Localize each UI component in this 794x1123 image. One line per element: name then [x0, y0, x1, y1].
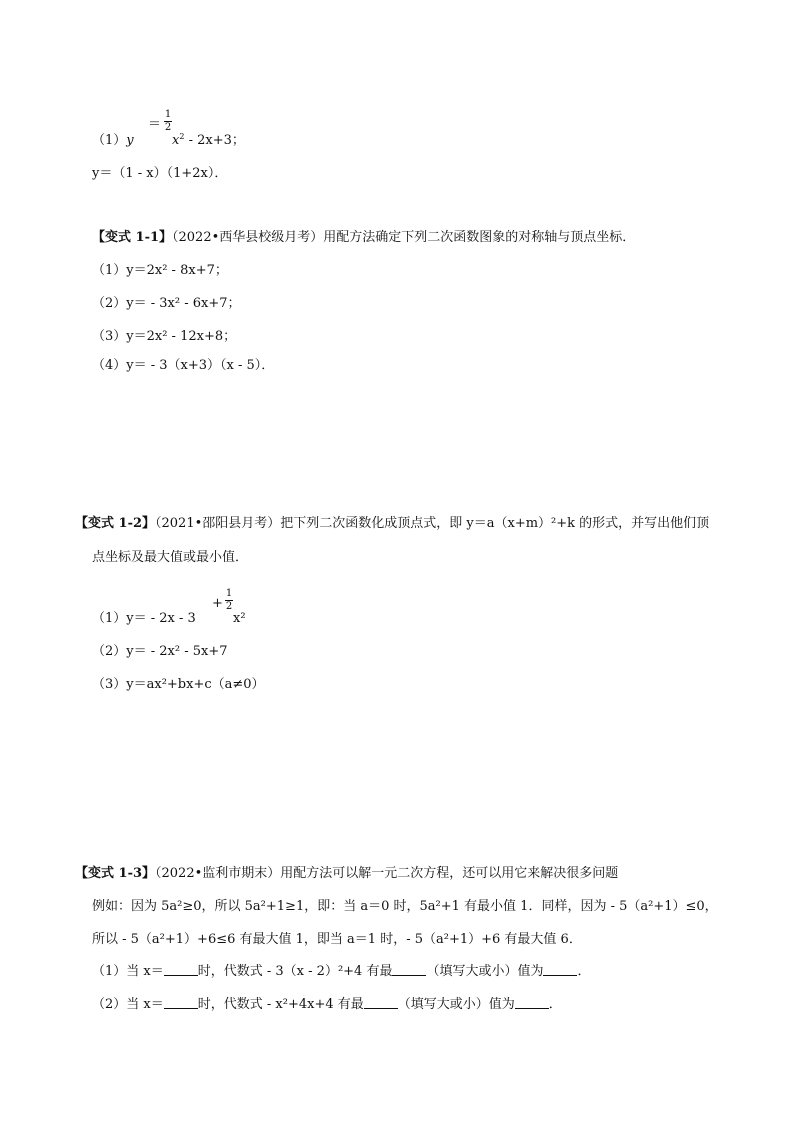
variant-1-3-example-1: 例如：因为 5a²≥0，所以 5a²+1≥1，即：当 a＝0 时，5a²+1 有最小值 1．同样，因为 - 5（a²+1）≤0， — [92, 899, 718, 914]
fraction-denominator: 2 — [225, 601, 233, 612]
variant-1-2-item-1: （1）y＝ - 2x - 3 — [92, 611, 196, 626]
variant-1-2-fraction — [225, 589, 233, 612]
answer-blank[interactable] — [164, 963, 198, 976]
problem-1-var: y — [126, 133, 134, 148]
q2-part-b: 时，代数式 - x²+4x+4 有最 — [197, 997, 364, 1012]
fraction-numerator: 1 — [164, 109, 172, 120]
q1-part-a: （1）当 x＝ — [92, 964, 164, 979]
variant-1-1-tag: 【变式 1-1】 — [92, 230, 173, 245]
q1-part-b: 时，代数式 - 3（x - 2）²+4 有最 — [197, 964, 393, 979]
variant-1-1-item-1: （1）y＝2x² - 8x+7； — [92, 263, 228, 278]
variant-1-1-header — [92, 230, 635, 246]
variant-1-2-item-2: （2）y＝ - 2x² - 5x+7 — [92, 644, 228, 659]
variant-1-2-frac-tail: x² — [233, 611, 246, 626]
variant-1-2-frac-prefix: + — [212, 596, 223, 611]
q2-part-c: （填写大或小）值为 — [397, 997, 515, 1012]
problem-2: y＝（1 - x）（1+2x）． — [92, 166, 228, 181]
fraction-denominator: 2 — [164, 122, 172, 133]
variant-1-2-source-1: （2021•邵阳县月考）把下列二次函数化成顶点式，即 y＝a（x+m）²+k 的形式，并写出他们顶 — [155, 516, 710, 531]
variant-1-2-header — [75, 516, 709, 532]
q1-part-d: ． — [577, 964, 591, 979]
q1-part-c: （填写大或小）值为 — [426, 964, 544, 979]
problem-1 — [92, 133, 134, 149]
answer-blank[interactable] — [364, 996, 398, 1009]
answer-blank[interactable] — [164, 996, 198, 1009]
variant-1-2-tag: 【变式 1-2】 — [75, 516, 156, 531]
variant-1-1-item-3: （3）y＝2x² - 12x+8； — [92, 329, 237, 344]
answer-blank[interactable] — [392, 963, 426, 976]
fraction-numerator: 1 — [225, 588, 233, 599]
problem-1-x: x — [172, 133, 180, 148]
variant-1-3-tag: 【变式 1-3】 — [75, 866, 156, 881]
variant-1-3-question-1 — [92, 963, 590, 980]
variant-1-1-item-4: （4）y＝ - 3（x+3）（x - 5）． — [92, 358, 275, 373]
q2-part-a: （2）当 x＝ — [92, 997, 164, 1012]
variant-1-1-item-2: （2）y＝ - 3x² - 6x+7； — [92, 296, 241, 311]
answer-blank[interactable] — [515, 996, 549, 1009]
variant-1-2-item-3: （3）y＝ax²+bx+c（a≠0） — [92, 677, 265, 692]
variant-1-3-header — [75, 866, 618, 882]
problem-1-eq: ＝ — [148, 117, 162, 132]
problem-1-label: （1） — [92, 133, 127, 148]
variant-1-2-source-2: 点坐标及最大值或最小值． — [92, 550, 249, 565]
variant-1-3-example-2: 所以 - 5（a²+1）+6≤6 有最大值 1，即当 a＝1 时，- 5（a²+1）+6 有最大值 6． — [92, 932, 582, 947]
answer-blank[interactable] — [543, 963, 577, 976]
problem-1-fraction — [164, 110, 172, 133]
problem-1-tail: - 2x+3； — [184, 133, 245, 148]
variant-1-3-source: （2022•监利市期末）用配方法可以解一元二次方程，还可以用它来解决很多问题 — [155, 866, 619, 881]
sup-2: 2 — [179, 132, 185, 141]
problem-1-expr — [172, 133, 245, 149]
q2-part-d: ． — [548, 997, 562, 1012]
variant-1-3-question-2 — [92, 996, 562, 1013]
variant-1-1-source: （2022•西华县校级月考）用配方法确定下列二次函数图象的对称轴与顶点坐标． — [172, 230, 636, 245]
